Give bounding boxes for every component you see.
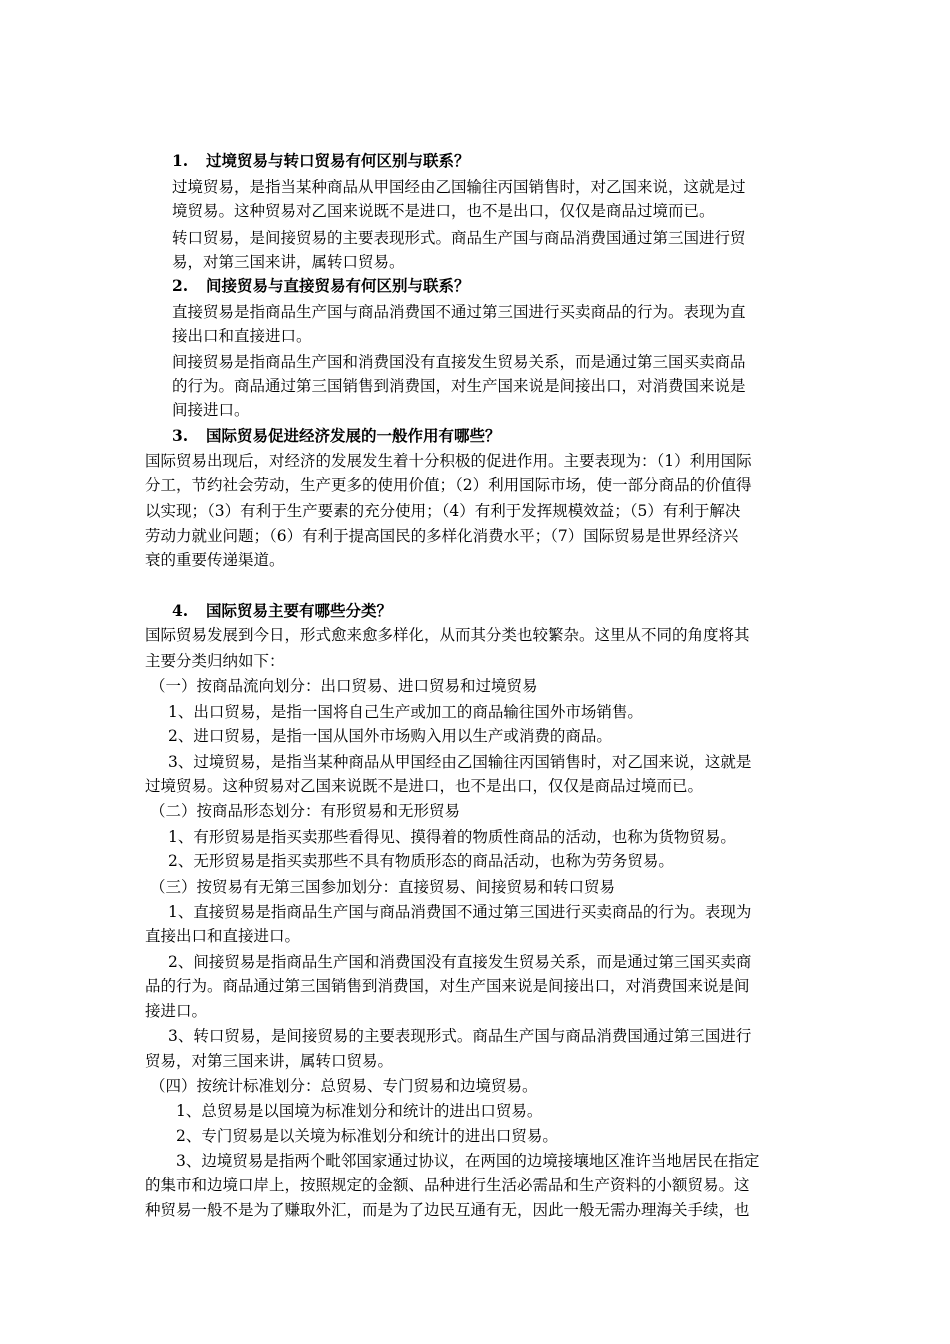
section-1-heading: （一）按商品流向划分：出口贸易、进口贸易和过境贸易 [150,677,538,695]
section-1-item-1: 1、出口贸易，是指一国将自己生产或加工的商品输往国外市场销售。 [168,703,643,721]
section-4-item-1: 1、总贸易是以国境为标准划分和统计的进出口贸易。 [176,1102,543,1120]
section-4-heading: （四）按统计标准划分：总贸易、专门贸易和边境贸易。 [150,1077,538,1095]
section-4-item-3-line-2: 的集市和边境口岸上，按照规定的金额、品种进行生活必需品和生产资料的小额贸易。这 [145,1176,750,1194]
q1-paragraph-1-line-1: 过境贸易，是指当某种商品从甲国经由乙国输往丙国销售时，对乙国来说，这就是过 [172,178,746,196]
question-4-number: 4. [172,601,189,620]
section-4-item-3-line-3: 种贸易一般不是为了赚取外汇，而是为了边民互通有无，因此一般无需办理海关手续，也 [145,1201,750,1219]
question-4-heading [172,600,392,622]
section-3-item-3-line-2: 贸易，对第三国来讲，属转口贸易。 [145,1052,394,1070]
section-3-item-2-line-3: 接进口。 [145,1002,208,1020]
section-4-item-2: 2、专门贸易是以关境为标准划分和统计的进出口贸易。 [176,1127,558,1145]
section-1-item-2: 2、进口贸易，是指一国从国外市场购入用以生产或消费的商品。 [168,727,612,745]
section-3-heading: （三）按贸易有无第三国参加划分：直接贸易、间接贸易和转口贸易 [150,878,616,896]
question-3-number: 3. [172,426,189,445]
q4-intro-line-1: 国际贸易发展到今日，形式愈来愈多样化，从而其分类也较繁杂。这里从不同的角度将其 [145,626,750,644]
section-1-item-3-line-2: 过境贸易。这种贸易对乙国来说既不是进口，也不是出口，仅仅是商品过境而已。 [145,777,704,795]
q2-paragraph-1-line-2: 接出口和直接进口。 [172,327,312,345]
section-3-item-2-line-1: 2、间接贸易是指商品生产国和消费国没有直接发生贸易关系，而是通过第三国买卖商 [168,953,752,971]
q3-paragraph-line-1: 国际贸易出现后，对经济的发展发生着十分积极的促进作用。主要表现为：（1）利用国际 [145,452,752,470]
q2-paragraph-1-line-1: 直接贸易是指商品生产国与商品消费国不通过第三国进行买卖商品的行为。表现为直 [172,303,746,321]
section-2-item-1: 1、有形贸易是指买卖那些看得见、摸得着的物质性商品的活动，也称为货物贸易。 [168,828,736,846]
section-3-item-1-line-1: 1、直接贸易是指商品生产国与商品消费国不通过第三国进行买卖商品的行为。表现为 [168,903,752,921]
q1-paragraph-2-line-2: 易，对第三国来讲，属转口贸易。 [172,253,405,271]
question-1-title: 过境贸易与转口贸易有何区别与联系？ [206,151,470,170]
q3-paragraph-line-2: 分工，节约社会劳动，生产更多的使用价值；（2）利用国际市场，使一部分商品的价值得 [145,476,752,494]
q2-paragraph-2-line-1: 间接贸易是指商品生产国和消费国没有直接发生贸易关系，而是通过第三国买卖商品 [172,353,746,371]
q4-intro-line-2: 主要分类归纳如下： [145,652,285,670]
q3-paragraph-line-4: 劳动力就业问题；（6）有利于提高国民的多样化消费水平；（7）国际贸易是世界经济兴 [145,527,739,545]
question-4-title: 国际贸易主要有哪些分类？ [206,601,393,620]
q2-paragraph-2-line-3: 间接进口。 [172,401,250,419]
section-3-item-2-line-2: 品的行为。商品通过第三国销售到消费国，对生产国来说是间接出口，对消费国来说是间 [145,977,750,995]
q2-paragraph-2-line-2: 的行为。商品通过第三国销售到消费国，对生产国来说是间接出口，对消费国来说是 [172,377,746,395]
q1-paragraph-1-line-2: 境贸易。这种贸易对乙国来说既不是进口，也不是出口，仅仅是商品过境而已。 [172,202,715,220]
q3-paragraph-line-3: 以实现；（3）有利于生产要素的充分使用；（4）有利于发挥规模效益；（5）有利于解决 [145,502,741,520]
question-3-title: 国际贸易促进经济发展的一般作用有哪些？ [206,426,501,445]
section-2-heading: （二）按商品形态划分：有形贸易和无形贸易 [150,802,461,820]
question-2-title: 间接贸易与直接贸易有何区别与联系？ [206,276,470,295]
q3-paragraph-line-5: 衰的重要传递渠道。 [145,551,285,569]
section-3-item-3-line-1: 3、转口贸易，是间接贸易的主要表现形式。商品生产国与商品消费国通过第三国进行 [168,1027,752,1045]
question-2-heading [172,275,470,297]
question-2-number: 2. [172,276,189,295]
question-1-number: 1. [172,151,189,170]
question-1-heading [172,150,470,172]
q1-paragraph-2-line-1: 转口贸易，是间接贸易的主要表现形式。商品生产国与商品消费国通过第三国进行贸 [172,229,746,247]
section-4-item-3-line-1: 3、边境贸易是指两个毗邻国家通过协议，在两国的边境接壤地区准许当地居民在指定 [176,1152,760,1170]
section-3-item-1-line-2: 直接出口和直接进口。 [145,927,301,945]
section-1-item-3-line-1: 3、过境贸易，是指当某种商品从甲国经由乙国输往丙国销售时，对乙国来说，这就是 [168,753,752,771]
question-3-heading [172,425,501,447]
section-2-item-2: 2、无形贸易是指买卖那些不具有物质形态的商品活动，也称为劳务贸易。 [168,852,674,870]
